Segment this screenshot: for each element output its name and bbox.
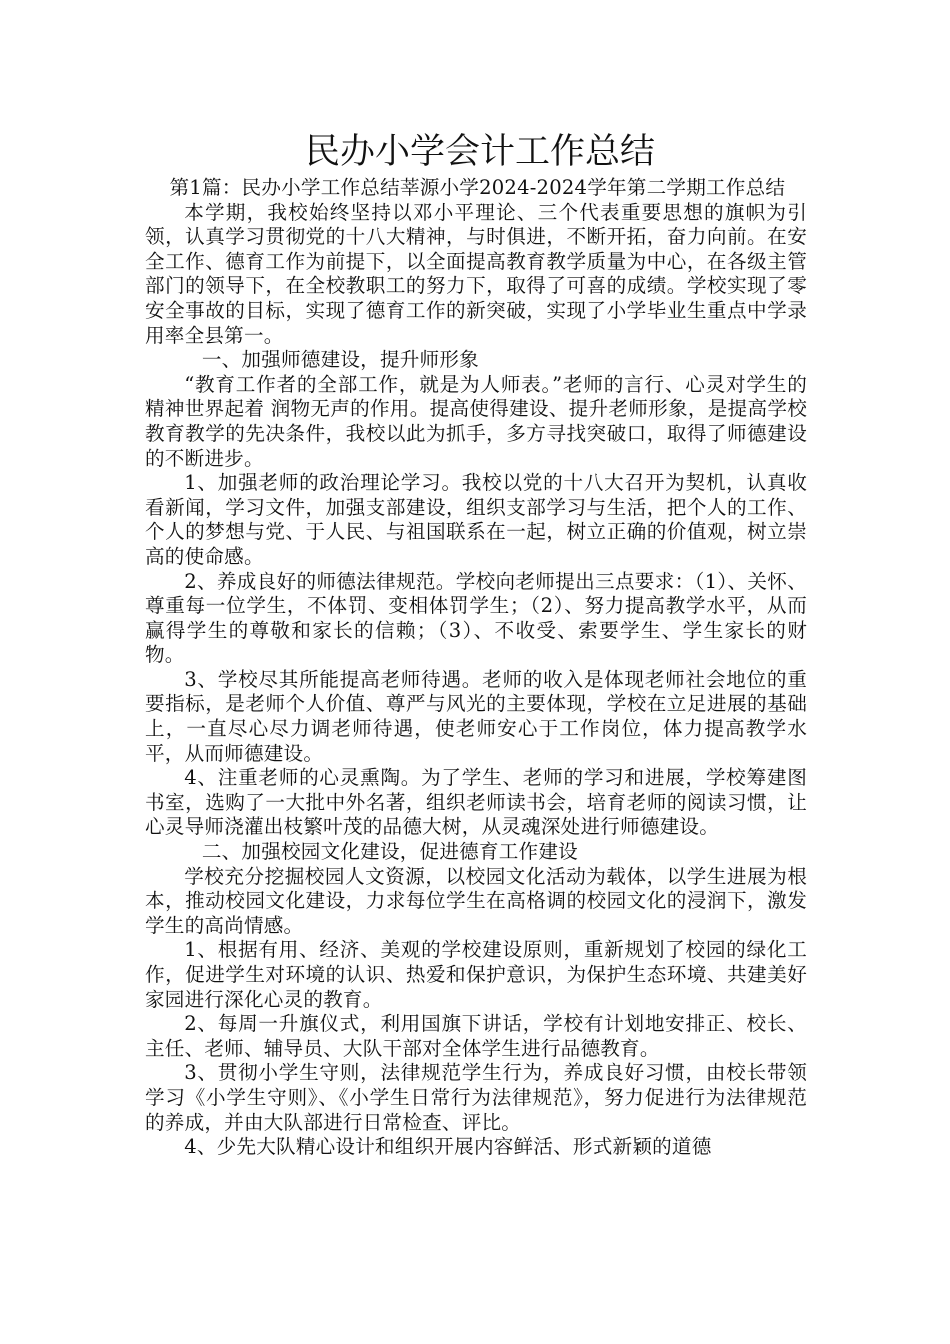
document-paragraph: 1、根据有用、经济、美观的学校建设原则，重新规划了校园的绿化工作，促进学生对环境的认识、热爱和保护意识，为保护生态环境、共建美好家园进行深化心灵的教育。 [145, 938, 807, 1011]
section-heading: 二、加强校园文化建设，促进德育工作建设 [201, 840, 578, 864]
document-paragraph: 学校充分挖掘校园人文资源，以校园文化活动为载体，以学生进展为根本，推动校园文化建设，力求每位学生在高格调的校园文化的浸润下，激发学生的高尚情感。 [145, 864, 807, 937]
document-paragraph: 本学期，我校始终坚持以邓小平理论、三个代表重要思想的旗帜为引领，认真学习贯彻党的十八大精神，与时俱进，不断开拓，奋力向前。在安全工作、德育工作为前提下，以全面提高教育教学质量为中心，在各级主管部门的领导下，在全校教职工的努力下，取得了可喜的成绩。学校实现了零安全事故的目标，实现了德育工作的新突破，实现了小学毕业生重点中学录用率全县第一。 [145, 200, 807, 347]
document-paragraph: 2、养成良好的师德法律规范。学校向老师提出三点要求：（1）、关怀、尊重每一位学生，不体罚、变相体罚学生；（2）、努力提高教学水平，从而赢得学生的尊敬和家长的信赖；（3）、不收受、索要学生、学生家长的财物。 [145, 569, 807, 667]
document-page [145, 128, 807, 1160]
section-heading: 一、加强师德建设，提升师形象 [201, 348, 479, 372]
document-title: 民办小学会计工作总结 [304, 132, 655, 172]
document-paragraph: 第1篇：民办小学工作总结莘源小学2024-2024学年第二学期工作总结 [169, 176, 786, 199]
document-paragraph: 3、学校尽其所能提高老师待遇。老师的收入是体现老师社会地位的重要指标，是老师个人价值、尊严与风光的主要体现，学校在立足进展的基础上，一直尽心尽力调老师待遇，使老师安心于工作岗位，体力提高教学水平，从而师德建设。 [145, 667, 807, 765]
document-paragraph: 1、加强老师的政治理论学习。我校以党的十八大召开为契机，认真收看新闻，学习文件，加强支部建设，组织支部学习与生活，把个人的工作、个人的梦想与党、于人民、与祖国联系在一起，树立正确的价值观，树立崇高的使命感。 [145, 471, 807, 568]
document-paragraph: 4、注重老师的心灵熏陶。为了学生、老师的学习和进展，学校筹建图书室，选购了一大批中外名著，组织老师读书会，培育老师的阅读习惯，让心灵导师浇灌出枝繁叶茂的品德大树，从灵魂深处进行师德建设。 [145, 766, 807, 839]
document-paragraph: 4、少先大队精心设计和组织开展内容鲜活、形式新颖的道德 [184, 1135, 712, 1159]
document-paragraph: “教育工作者的全部工作，就是为人师表。”老师的言行、心灵对学生的精神世界起着 润物无声的作用。提高使得建设、提升老师形象，是提高学校教育教学的先决条件，我校以此为抓手，多方寻找突破口，取得了师德建设的不断进步。 [145, 372, 807, 470]
document-paragraph: 3、贯彻小学生守则，法律规范学生行为，养成良好习惯，由校长带领学习《小学生守则》、《小学生日常行为法律规范》，努力促进行为法律规范的养成，并由大队部进行日常检查、评比。 [145, 1061, 807, 1134]
document-paragraph: 2、每周一升旗仪式，利用国旗下讲话，学校有计划地安排正、校长、主任、老师、辅导员、大队干部对全体学生进行品德教育。 [145, 1012, 807, 1060]
